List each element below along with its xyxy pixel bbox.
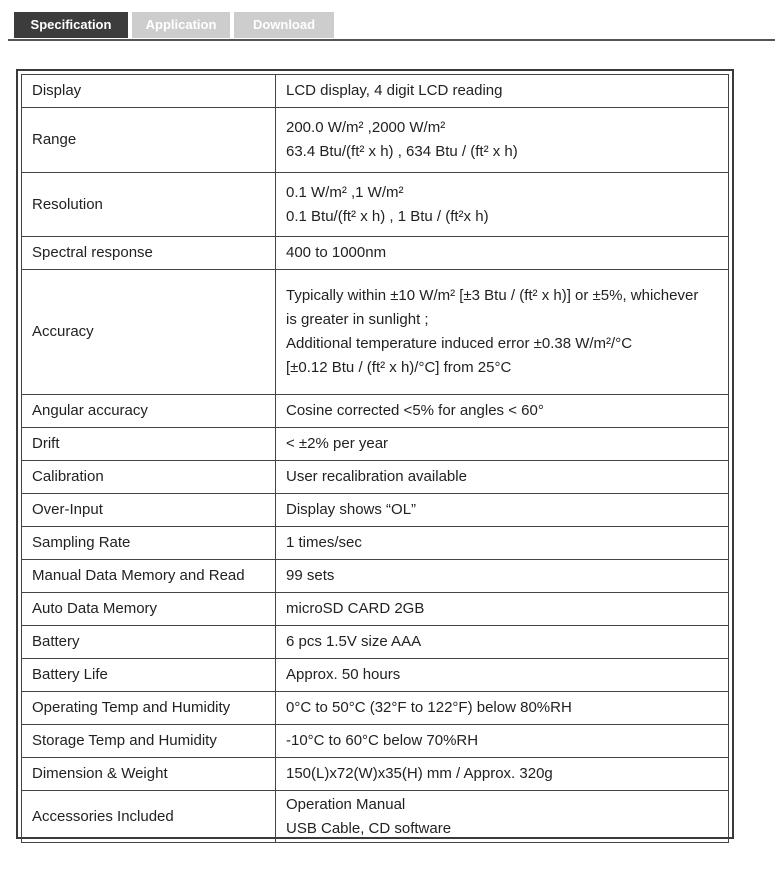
tab-bar: [8, 12, 775, 41]
table-row: [22, 428, 729, 461]
spec-value-line: 0°C to 50°C (32°F to 122°F) below 80%RH: [286, 699, 572, 716]
spec-value: [276, 725, 729, 758]
table-row: [22, 237, 729, 270]
spec-value-line: 63.4 Btu/(ft² x h) , 634 Btu / (ft² x h): [286, 143, 518, 160]
spec-value: [276, 428, 729, 461]
spec-value: [276, 270, 729, 395]
spec-value-line: User recalibration available: [286, 468, 467, 485]
spec-value-line: 99 sets: [286, 567, 335, 584]
spec-value-line: 400 to 1000nm: [286, 244, 387, 261]
spec-label: Auto Data Memory: [22, 593, 276, 626]
spec-value-line: LCD display, 4 digit LCD reading: [286, 82, 503, 99]
spec-value: [276, 692, 729, 725]
tab-application[interactable]: Application: [132, 12, 230, 38]
spec-value: [276, 461, 729, 494]
spec-value-line: Typically within ±10 W/m² [±3 Btu / (ft² x h)] or ±5%, whichever: [286, 287, 699, 304]
table-row: [22, 593, 729, 626]
specification-table: [21, 74, 729, 843]
spec-value: [276, 527, 729, 560]
spec-value-line: Cosine corrected <5% for angles < 60°: [286, 402, 544, 419]
spec-label: Display: [22, 75, 276, 108]
spec-label: Angular accuracy: [22, 395, 276, 428]
spec-value: [276, 237, 729, 270]
spec-value-line: 1 times/sec: [286, 534, 362, 551]
spec-label: Drift: [22, 428, 276, 461]
spec-value-line: Approx. 50 hours: [286, 666, 401, 683]
spec-value: [276, 173, 729, 237]
spec-value: [276, 626, 729, 659]
table-row: [22, 108, 729, 173]
spec-value-line: microSD CARD 2GB: [286, 600, 425, 617]
spec-label: Over-Input: [22, 494, 276, 527]
table-row: [22, 75, 729, 108]
spec-label: Accuracy: [22, 270, 276, 395]
spec-value-line: 0.1 W/m² ,1 W/m²: [286, 183, 404, 201]
table-row: [22, 692, 729, 725]
spec-value: [276, 560, 729, 593]
table-row: [22, 494, 729, 527]
spec-value-line: 6 pcs 1.5V size AAA: [286, 633, 422, 650]
spec-value-line: Additional temperature induced error ±0.38 W/m²/°C: [286, 335, 633, 352]
table-row: [22, 626, 729, 659]
spec-value: [276, 659, 729, 692]
table-row: [22, 395, 729, 428]
spec-label: Manual Data Memory and Read: [22, 560, 276, 593]
spec-label: Sampling Rate: [22, 527, 276, 560]
tab-download[interactable]: Download: [234, 12, 334, 38]
table-row: [22, 758, 729, 791]
spec-value-line: Display shows “OL”: [286, 501, 417, 518]
spec-label: Resolution: [22, 173, 276, 237]
spec-value-line: Operation Manual: [286, 795, 406, 813]
specification-panel: [16, 69, 734, 839]
table-row: [22, 270, 729, 395]
table-row: [22, 725, 729, 758]
spec-value-line: 0.1 Btu/(ft² x h) , 1 Btu / (ft²x h): [286, 207, 489, 225]
spec-label: Range: [22, 108, 276, 173]
spec-label: Operating Temp and Humidity: [22, 692, 276, 725]
table-row: [22, 560, 729, 593]
table-row: [22, 791, 729, 843]
spec-label: Calibration: [22, 461, 276, 494]
spec-label: Spectral response: [22, 237, 276, 270]
spec-value: [276, 791, 729, 843]
spec-value-line: is greater in sunlight ;: [286, 311, 429, 328]
spec-value-line: USB Cable, CD software: [286, 819, 452, 837]
table-row: [22, 527, 729, 560]
table-row: [22, 461, 729, 494]
spec-label: Dimension & Weight: [22, 758, 276, 791]
table-row: [22, 173, 729, 237]
spec-label: Battery: [22, 626, 276, 659]
spec-label: Accessories Included: [22, 791, 276, 843]
spec-value: [276, 395, 729, 428]
spec-label: Battery Life: [22, 659, 276, 692]
spec-label: Storage Temp and Humidity: [22, 725, 276, 758]
spec-value: [276, 494, 729, 527]
spec-value: [276, 108, 729, 173]
spec-value-line: -10°C to 60°C below 70%RH: [286, 732, 479, 749]
spec-value-line: [±0.12 Btu / (ft² x h)/°C] from 25°C: [286, 359, 512, 376]
tab-specification[interactable]: Specification: [14, 12, 128, 38]
spec-value: [276, 758, 729, 791]
spec-value-line: 150(L)x72(W)x35(H) mm / Approx. 320g: [286, 765, 553, 782]
spec-value: [276, 593, 729, 626]
table-row: [22, 659, 729, 692]
spec-value: [276, 75, 729, 108]
spec-value-line: < ±2% per year: [286, 435, 389, 452]
spec-value-line: 200.0 W/m² ,2000 W/m²: [286, 119, 446, 136]
